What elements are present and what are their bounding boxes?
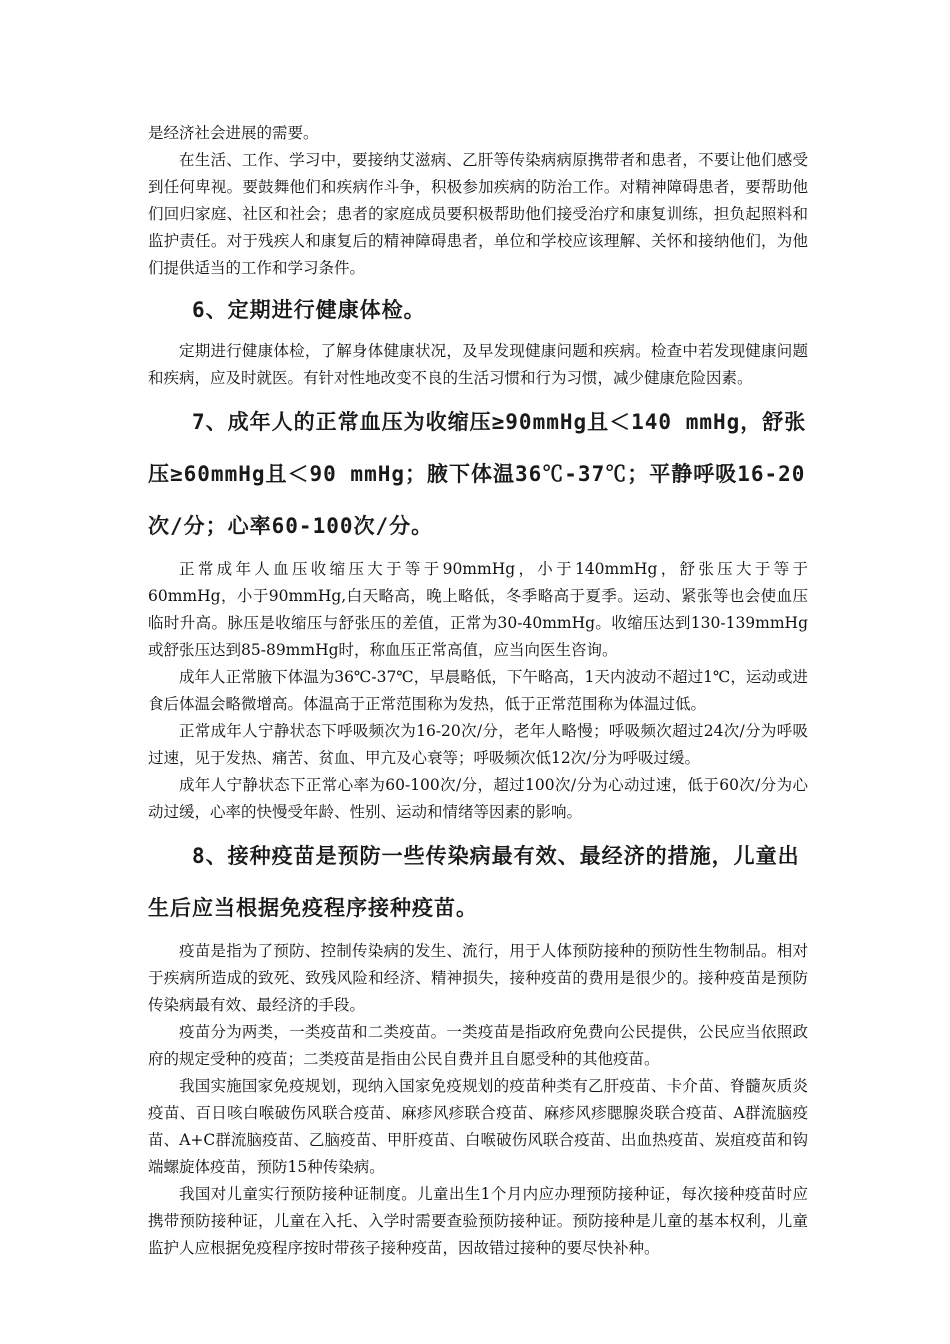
paragraph: 成年人宁静状态下正常心率为60-100次/分，超过100次/分为心动过速，低于60次/分为心动过缓，心率的快慢受年龄、性别、运动和情绪等因素的影响。 xyxy=(148,776,808,821)
section-heading-8: 8、接种疫苗是预防一些传染病最有效、最经济的措施，儿童出生后应当根据免疫程序接种疫苗。 xyxy=(148,844,800,920)
paragraph: 正常成年人宁静状态下呼吸频次为16-20次/分，老年人略慢；呼吸频次超过24次/分为呼吸过速，见于发热、痛苦、贫血、甲亢及心衰等；呼吸频次低12次/分为呼吸过缓。 xyxy=(148,722,808,767)
section-heading-6: 6、定期进行健康体检。 xyxy=(192,298,426,322)
document-page xyxy=(148,120,808,1262)
paragraph: 疫苗是指为了预防、控制传染病的发生、流行，用于人体预防接种的预防性生物制品。相对于疾病所造成的致死、致残风险和经济、精神损失，接种疫苗的费用是很少的。接种疫苗是预防传染病最有效、最经济的手段。 xyxy=(148,942,808,1014)
paragraph: 我国对儿童实行预防接种证制度。儿童出生1个月内应办理预防接种证，每次接种疫苗时应携带预防接种证，儿童在入托、入学时需要查验预防接种证。预防接种是儿童的基本权利，儿童监护人应根据免疫程序按时带孩子接种疫苗，因故错过接种的要尽快补种。 xyxy=(148,1185,808,1257)
section-heading-7: 7、成年人的正常血压为收缩压≥90mmHg且＜140 mmHg，舒张压≥60mmHg且＜90 mmHg；腋下体温36℃-37℃；平静呼吸16-20次/分；心率60-100次/分。 xyxy=(148,410,807,538)
paragraph: 正常成年人血压收缩压大于等于90mmHg，小于140mmHg，舒张压大于等于60mmHg，小于90mmHg,白天略高，晚上略低，冬季略高于夏季。运动、紧张等也会使血压临时升高。脉压是收缩压与舒张压的差值，正常为30-40mmHg。收缩压达到130-139mmHg或舒张压达到85-89mmHg时，称血压正常高值，应当向医生咨询。 xyxy=(148,560,808,659)
paragraph: 成年人正常腋下体温为36℃-37℃，早晨略低，下午略高，1天内波动不超过1℃，运动或进食后体温会略微增高。体温高于正常范围称为发热，低于正常范围称为体温过低。 xyxy=(148,668,808,713)
paragraph: 在生活、工作、学习中，要接纳艾滋病、乙肝等传染病病原携带者和患者，不要让他们感受到任何卑视。要鼓舞他们和疾病作斗争，积极参加疾病的防治工作。对精神障碍患者，要帮助他们回归家庭、社区和社会；患者的家庭成员要积极帮助他们接受治疗和康复训练，担负起照料和监护责任。对于残疾人和康复后的精神障碍患者，单位和学校应该理解、关怀和接纳他们，为他们提供适当的工作和学习条件。 xyxy=(148,151,808,277)
paragraph: 定期进行健康体检，了解身体健康状况，及早发现健康问题和疾病。检查中若发现健康问题和疾病，应及时就医。有针对性地改变不良的生活习惯和行为习惯，减少健康危险因素。 xyxy=(148,342,808,387)
paragraph: 是经济社会进展的需要。 xyxy=(148,124,319,142)
paragraph: 我国实施国家免疫规划，现纳入国家免疫规划的疫苗种类有乙肝疫苗、卡介苗、脊髓灰质炎疫苗、百日咳白喉破伤风联合疫苗、麻疹风疹联合疫苗、麻疹风疹腮腺炎联合疫苗、A群流脑疫苗、A+C群流脑疫苗、乙脑疫苗、甲肝疫苗、白喉破伤风联合疫苗、出血热疫苗、炭疽疫苗和钩端螺旋体疫苗，预防15种传染病。 xyxy=(148,1077,808,1176)
paragraph: 疫苗分为两类，一类疫苗和二类疫苗。一类疫苗是指政府免费向公民提供，公民应当依照政府的规定受种的疫苗；二类疫苗是指由公民自费并且自愿受种的其他疫苗。 xyxy=(148,1023,808,1068)
